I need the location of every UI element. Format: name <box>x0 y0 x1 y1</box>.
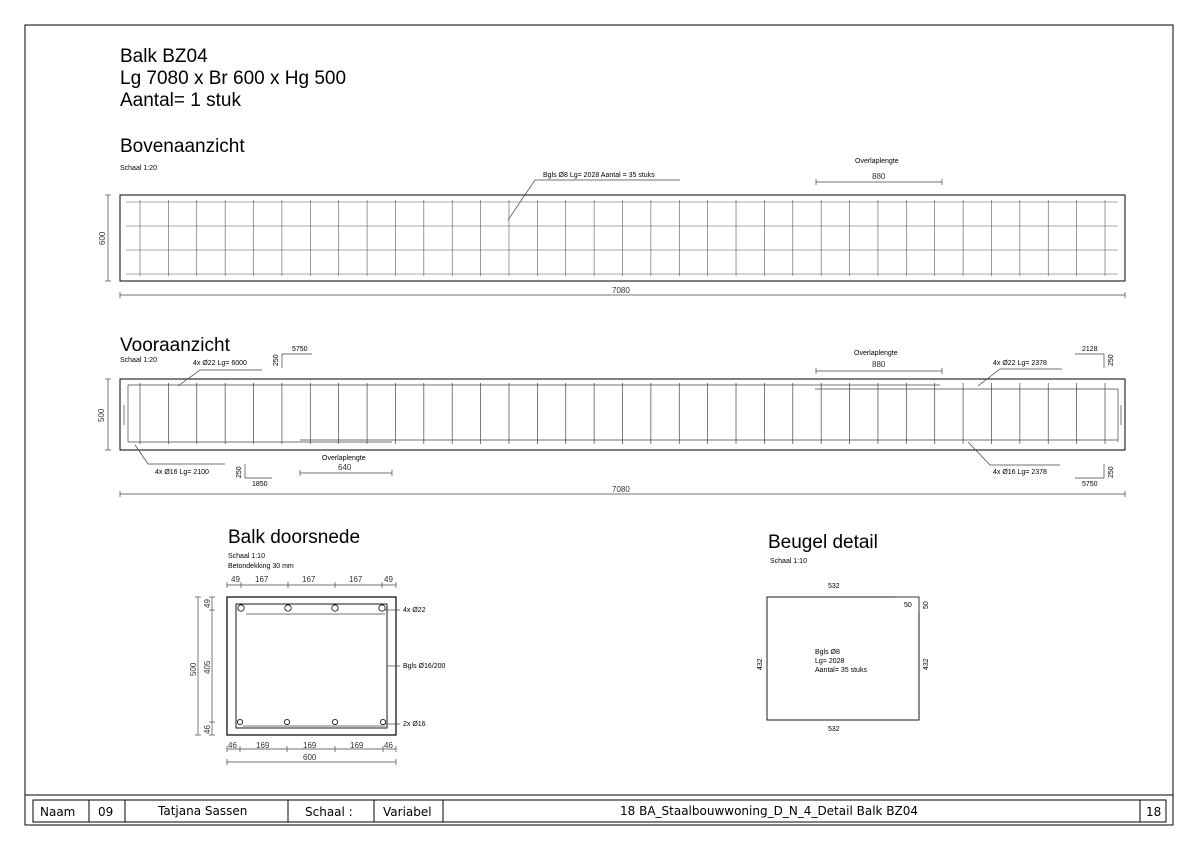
rebar-circle <box>380 719 385 724</box>
front-bottom-right-hook-h: 250 <box>1108 466 1115 478</box>
title-scale-label: Schaal : <box>305 805 353 819</box>
top-view-scale: Schaal 1:20 <box>120 165 157 172</box>
section-left-inner: 405 <box>203 660 212 674</box>
detail-top-dim: 532 <box>828 583 840 590</box>
front-top-right-bar: 4x Ø22 Lg= 2378 <box>993 360 1047 367</box>
beam-title: Balk BZ04 <box>120 46 208 67</box>
detail-bottom-dim: 532 <box>828 726 840 733</box>
leader <box>178 370 262 386</box>
title-scale-value: Variabel <box>383 805 432 819</box>
title-sheet-number: 18 <box>1146 805 1162 819</box>
detail-line2: Lg= 2028 <box>815 658 845 665</box>
front-view-stirrups <box>140 383 1105 444</box>
cross-section <box>189 527 446 765</box>
front-overlap-bottom-label: Overlaplengte <box>322 455 366 462</box>
section-scale: Schaal 1:10 <box>228 553 265 560</box>
section-left-outer: 500 <box>189 662 198 676</box>
hook-symbol <box>1075 464 1104 478</box>
top-view-stirrups <box>140 200 1105 276</box>
beam-dimensions: Lg 7080 x Br 600 x Hg 500 <box>120 68 347 89</box>
section-stirrups: Bgls Ø16/200 <box>403 663 446 670</box>
detail-left-dim: 432 <box>757 658 764 670</box>
section-bottom-bars: 2x Ø16 <box>403 721 426 728</box>
front-bottom-left-hook-h: 250 <box>236 466 243 478</box>
section-top-dim: 167 <box>302 575 316 584</box>
front-bottom-right-hook-len: 5750 <box>1082 481 1098 488</box>
top-length-dim: 7080 <box>612 286 630 295</box>
section-outline <box>227 597 396 735</box>
title-name-label: Naam <box>40 805 76 819</box>
section-bottom-dim: 169 <box>303 741 317 750</box>
section-cover: Betondekking 30 mm <box>228 563 294 570</box>
front-overlap-top-label: Overlaplengte <box>854 350 898 357</box>
top-view-title: Bovenaanzicht <box>120 136 245 157</box>
rebar-circle <box>284 719 289 724</box>
front-view-scale: Schaal 1:20 <box>120 357 157 364</box>
hook-symbol <box>1075 354 1104 368</box>
section-stirrup <box>236 604 387 728</box>
front-top-left-hook-h: 250 <box>273 354 280 366</box>
top-view <box>98 136 1125 298</box>
stirrup-detail <box>757 532 930 733</box>
rebar-circle <box>285 605 291 611</box>
section-top-dim: 49 <box>231 575 240 584</box>
section-top-dim: 49 <box>384 575 393 584</box>
front-height-dim: 500 <box>97 408 106 422</box>
rebar-circle <box>238 605 244 611</box>
section-title: Balk doorsnede <box>228 527 361 548</box>
top-stirrup-label: Bgls Ø8 Lg= 2028 Aantal = 35 stuks <box>543 172 655 179</box>
front-view-title: Vooraanzicht <box>120 335 230 356</box>
detail-hook-h: 50 <box>904 602 912 609</box>
detail-line3: Aantal= 35 stuks <box>815 667 867 674</box>
rebar-circle <box>237 719 242 724</box>
leader <box>135 445 225 464</box>
beam-count: Aantal= 1 stuk <box>120 90 241 111</box>
front-length-dim: 7080 <box>612 485 630 494</box>
detail-line1: Bgls Ø8 <box>815 649 840 656</box>
front-top-right-hook-len: 2128 <box>1082 346 1098 353</box>
front-bottom-left-bar: 4x Ø16 Lg= 2100 <box>155 469 209 476</box>
section-bottom-dim: 169 <box>256 741 270 750</box>
front-overlap-top-value: 880 <box>872 360 886 369</box>
section-top-dim: 167 <box>349 575 363 584</box>
top-bars <box>238 605 385 611</box>
leader <box>968 442 1060 465</box>
detail-hook-v: 50 <box>923 601 930 609</box>
section-top-bars: 4x Ø22 <box>403 607 426 614</box>
front-view <box>97 335 1125 497</box>
title-drawing-name: 18 BA_Staalbouwwoning_D_N_4_Detail Balk BZ04 <box>620 804 919 818</box>
rebar-circle <box>332 719 337 724</box>
rebar-circle <box>332 605 338 611</box>
detail-scale: Schaal 1:10 <box>770 558 807 565</box>
title-author: Tatjana Sassen <box>158 804 248 818</box>
bottom-bars <box>237 719 385 724</box>
title-number: 09 <box>98 805 114 819</box>
section-total-width: 600 <box>303 753 317 762</box>
section-bottom-dim: 46 <box>228 741 237 750</box>
front-overlap-bottom-value: 640 <box>338 463 352 472</box>
front-top-left-hook-len: 5750 <box>292 346 308 353</box>
top-width-dim: 600 <box>98 231 107 245</box>
hook-symbol <box>245 464 272 478</box>
front-bottom-right-bar: 4x Ø16 Lg= 2378 <box>993 469 1047 476</box>
detail-right-dim: 432 <box>923 658 930 670</box>
top-overlap-value: 880 <box>872 172 886 181</box>
front-top-left-bar: 4x Ø22 Lg= 6000 <box>193 360 247 367</box>
section-left-inner: 49 <box>203 599 212 608</box>
front-bottom-left-hook-len: 1850 <box>252 481 268 488</box>
section-bottom-dim: 169 <box>350 741 364 750</box>
front-top-right-hook-h: 250 <box>1108 354 1115 366</box>
hook-symbol <box>282 354 312 368</box>
detail-title: Beugel detail <box>768 532 878 553</box>
title-block <box>25 795 1173 822</box>
top-overlap-label: Overlaplengte <box>855 158 899 165</box>
rebar-circle <box>379 605 385 611</box>
section-bottom-dim: 46 <box>384 741 393 750</box>
section-left-inner: 46 <box>203 725 212 734</box>
section-top-dim: 167 <box>255 575 269 584</box>
